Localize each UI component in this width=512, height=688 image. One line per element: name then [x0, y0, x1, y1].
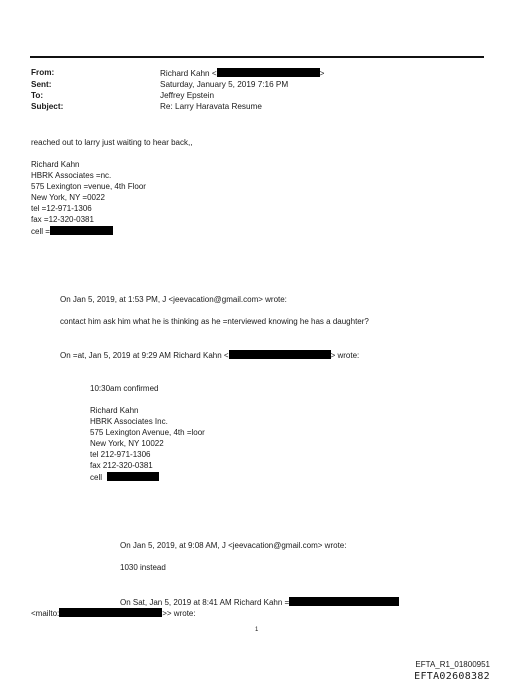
sent-label: Sent:	[31, 80, 52, 89]
sig-line: tel =12-971-1306	[31, 204, 92, 213]
mailto-pre: <mailto:	[31, 609, 60, 618]
bates-number-large: EFTA02608382	[414, 671, 490, 682]
sig-line-cell	[31, 226, 113, 236]
redaction-box	[229, 350, 331, 359]
bates-number-small: EFTA_R1_01800951	[415, 660, 490, 669]
quote-mailto	[31, 608, 196, 618]
sig-cell-label: cell	[90, 473, 103, 482]
redaction-box	[50, 226, 113, 235]
redaction-box	[107, 472, 159, 481]
sig-line: 575 Lexington Avenue, 4th =loor	[90, 428, 205, 437]
quote-header-post: > wrote:	[330, 351, 360, 360]
redaction-box	[289, 597, 399, 606]
sig-line: New York, NY 10022	[90, 439, 164, 448]
redaction-box	[217, 68, 320, 77]
quote-text: contact him ask him what he is thinking as he =nterviewed knowing he has a daughter?	[60, 317, 369, 326]
sig-line: 575 Lexington =venue, 4th Floor	[31, 182, 146, 191]
quote-header: On Jan 5, 2019, at 1:53 PM, J <jeevacation@gmail.com> wrote:	[60, 295, 287, 304]
from-tail: >	[319, 69, 325, 78]
from-label: From:	[31, 68, 55, 77]
quote-text: 10:30am confirmed	[90, 384, 159, 393]
sig-line: tel 212-971-1306	[90, 450, 151, 459]
sig-cell-label: cell =	[31, 227, 50, 236]
quote-header-pre: On Sat, Jan 5, 2019 at 8:41 AM Richard Kahn =	[120, 598, 290, 607]
sig-line: HBRK Associates Inc.	[90, 417, 168, 426]
sig-line-cell	[90, 472, 159, 482]
sig-line: New York, NY =0022	[31, 193, 105, 202]
sent-value: Saturday, January 5, 2019 7:16 PM	[160, 80, 289, 89]
quote-header-pre: On =at, Jan 5, 2019 at 9:29 AM Richard Kahn <	[60, 351, 229, 360]
sig-line: fax 212-320-0381	[90, 461, 153, 470]
subject-value: Re: Larry Haravata Resume	[160, 102, 262, 111]
quote-text: 1030 instead	[120, 563, 166, 572]
from-value	[160, 68, 324, 78]
subject-label: Subject:	[31, 102, 64, 111]
quote-header	[120, 597, 399, 607]
sig-line: fax =12-320-0381	[31, 215, 94, 224]
mailto-post: >> wrote:	[162, 609, 196, 618]
from-name: Richard Kahn <	[160, 69, 217, 78]
sig-line: HBRK Associates =nc.	[31, 171, 112, 180]
page-number: 1	[255, 627, 259, 633]
body-line: reached out to larry just waiting to hear back,,	[31, 138, 193, 147]
header-divider	[30, 56, 484, 58]
sig-line: Richard Kahn	[31, 160, 80, 169]
redaction-box	[59, 608, 162, 617]
sig-line: Richard Kahn	[90, 406, 139, 415]
to-label: To:	[31, 91, 44, 100]
quote-header: On Jan 5, 2019, at 9:08 AM, J <jeevacation@gmail.com> wrote:	[120, 541, 347, 550]
to-value: Jeffrey Epstein	[160, 91, 215, 100]
quote-header	[60, 350, 359, 360]
